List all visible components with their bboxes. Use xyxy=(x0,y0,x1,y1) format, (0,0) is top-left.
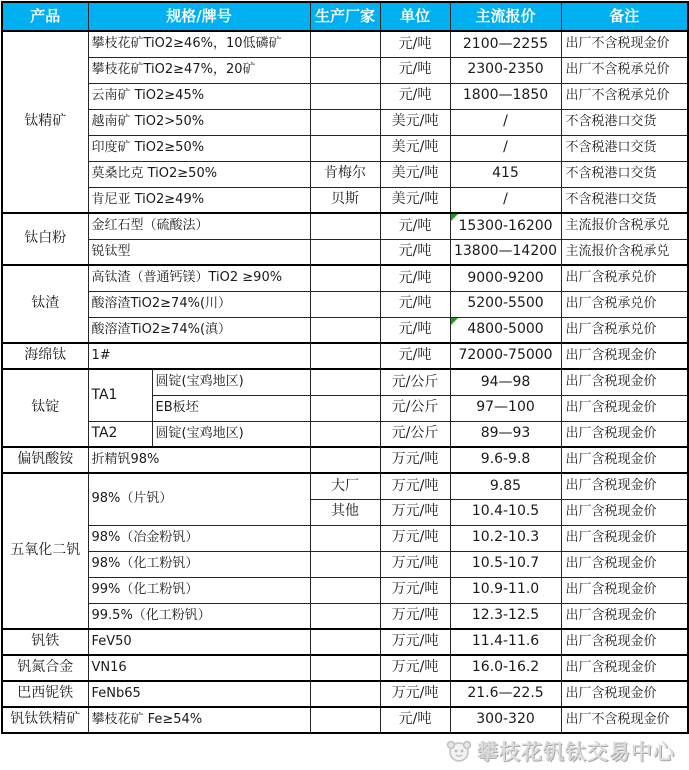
note-cell: 出厂含税现金价 xyxy=(561,343,688,369)
unit-cell: 元/吨 xyxy=(380,213,450,239)
spec-cell: 98%（冶金粉钒） xyxy=(88,525,310,551)
unit-cell: 元/公斤 xyxy=(380,395,450,421)
price-cell: 4800-5000 xyxy=(450,317,561,343)
spec-cell: 98%（化工粉钒） xyxy=(88,551,310,577)
product-cell: 钛渣 xyxy=(2,265,88,343)
spec-cell: 攀枝花矿TiO2≥47%，20矿 xyxy=(88,57,310,83)
price-cell: 16.0-16.2 xyxy=(450,655,561,681)
spec-cell: 98%（片钒） xyxy=(88,473,310,525)
price-table-body xyxy=(2,31,688,733)
spec-grade-cell: TA1 xyxy=(88,369,152,421)
unit-cell: 元/吨 xyxy=(380,343,450,369)
note-cell: 出厂含税现金价 xyxy=(561,369,688,395)
table-row xyxy=(2,343,688,369)
maker-cell xyxy=(310,109,380,135)
price-cell: 2100—2255 xyxy=(450,31,561,57)
maker-cell xyxy=(310,343,380,369)
unit-cell: 万元/吨 xyxy=(380,473,450,499)
product-cell: 钒铁 xyxy=(2,629,88,655)
spec-sub-cell: 圆锭(宝鸡地区) xyxy=(152,369,310,395)
table-row xyxy=(2,57,688,83)
unit-cell: 万元/吨 xyxy=(380,499,450,525)
table-row xyxy=(2,681,688,707)
table-row xyxy=(2,655,688,681)
note-cell: 出厂不含税现金价 xyxy=(561,31,688,57)
brand-text: 攀枝花钒钛交易中心 xyxy=(477,740,675,764)
table-row xyxy=(2,291,688,317)
price-cell: 9000-9200 xyxy=(450,265,561,291)
product-cell: 海绵钛 xyxy=(2,343,88,369)
header-maker: 生产厂家 xyxy=(310,2,380,31)
unit-cell: 元/公斤 xyxy=(380,369,450,395)
table-row xyxy=(2,525,688,551)
price-cell: / xyxy=(450,135,561,161)
maker-cell: 贝斯 xyxy=(310,187,380,213)
note-cell: 出厂含税现金价 xyxy=(561,395,688,421)
spec-cell: 莫桑比克 TiO2≥50% xyxy=(88,161,310,187)
price-cell: 10.4-10.5 xyxy=(450,499,561,525)
unit-cell: 美元/吨 xyxy=(380,187,450,213)
brand-logo-icon xyxy=(444,738,472,764)
maker-cell xyxy=(310,525,380,551)
product-cell: 偏钒酸铵 xyxy=(2,447,88,473)
note-cell: 不含税港口交货 xyxy=(561,135,688,161)
unit-cell: 元/吨 xyxy=(380,239,450,265)
maker-cell xyxy=(310,369,380,395)
price-cell: 12.3-12.5 xyxy=(450,603,561,629)
note-cell: 出厂不含税现金价 xyxy=(561,707,688,733)
maker-cell xyxy=(310,603,380,629)
unit-cell: 元/吨 xyxy=(380,291,450,317)
maker-cell xyxy=(310,629,380,655)
spec-cell: 攀枝花矿 Fe≥54% xyxy=(88,707,310,733)
unit-cell: 元/吨 xyxy=(380,57,450,83)
spec-cell: 99.5%（化工粉钒） xyxy=(88,603,310,629)
spec-cell: 金红石型（硫酸法） xyxy=(88,213,310,239)
unit-cell: 元/吨 xyxy=(380,265,450,291)
maker-cell: 肯梅尔 xyxy=(310,161,380,187)
price-cell: 10.5-10.7 xyxy=(450,551,561,577)
note-cell: 出厂含税现金价 xyxy=(561,499,688,525)
note-cell: 出厂不含税承兑价 xyxy=(561,57,688,83)
price-cell: 13800—14200 xyxy=(450,239,561,265)
product-cell: 钛精矿 xyxy=(2,31,88,213)
maker-cell xyxy=(310,551,380,577)
note-cell: 不含税港口交货 xyxy=(561,109,688,135)
table-row xyxy=(2,629,688,655)
table-row xyxy=(2,83,688,109)
header-product: 产品 xyxy=(2,2,88,31)
table-row xyxy=(2,447,688,473)
maker-cell xyxy=(310,57,380,83)
maker-cell xyxy=(310,213,380,239)
spec-cell: 酸溶渣TiO2≥74%(滇） xyxy=(88,317,310,343)
table-row xyxy=(2,473,688,499)
price-cell: 72000-75000 xyxy=(450,343,561,369)
product-cell: 钒钛铁精矿 xyxy=(2,707,88,733)
maker-cell xyxy=(310,31,380,57)
product-cell: 巴西铌铁 xyxy=(2,681,88,707)
maker-cell xyxy=(310,395,380,421)
watermark xyxy=(444,736,675,766)
header-unit: 单位 xyxy=(380,2,450,31)
table-row xyxy=(2,135,688,161)
price-cell: 5200-5500 xyxy=(450,291,561,317)
note-cell: 出厂含税现金价 xyxy=(561,629,688,655)
table-row xyxy=(2,577,688,603)
note-cell: 出厂含税承兑价 xyxy=(561,317,688,343)
table-row xyxy=(2,161,688,187)
price-cell: / xyxy=(450,187,561,213)
price-cell: 9.6-9.8 xyxy=(450,447,561,473)
unit-cell: 美元/吨 xyxy=(380,161,450,187)
product-cell: 五氧化二钒 xyxy=(2,473,88,629)
price-cell: 10.9-11.0 xyxy=(450,577,561,603)
maker-cell xyxy=(310,421,380,447)
unit-cell: 元/吨 xyxy=(380,707,450,733)
maker-cell xyxy=(310,317,380,343)
maker-cell xyxy=(310,265,380,291)
note-cell: 出厂含税现金价 xyxy=(561,473,688,499)
maker-cell xyxy=(310,239,380,265)
table-row xyxy=(2,551,688,577)
product-cell: 钒氮合金 xyxy=(2,655,88,681)
header-note: 备注 xyxy=(561,2,688,31)
spec-cell: FeV50 xyxy=(88,629,310,655)
table-row xyxy=(2,369,688,395)
price-cell: 89—93 xyxy=(450,421,561,447)
unit-cell: 元/吨 xyxy=(380,317,450,343)
note-cell: 主流报价含税承兑 xyxy=(561,213,688,239)
note-cell: 出厂含税承兑价 xyxy=(561,265,688,291)
unit-cell: 万元/吨 xyxy=(380,577,450,603)
unit-cell: 美元/吨 xyxy=(380,109,450,135)
price-cell: 10.2-10.3 xyxy=(450,525,561,551)
note-cell: 不含税港口交货 xyxy=(561,187,688,213)
spec-cell: 肯尼亚 TiO2≥49% xyxy=(88,187,310,213)
unit-cell: 美元/吨 xyxy=(380,135,450,161)
price-cell: 300-320 xyxy=(450,707,561,733)
unit-cell: 万元/吨 xyxy=(380,629,450,655)
table-row xyxy=(2,421,688,447)
spec-cell: 1# xyxy=(88,343,310,369)
spec-cell: VN16 xyxy=(88,655,310,681)
table-row xyxy=(2,31,688,57)
note-cell: 不含税港口交货 xyxy=(561,161,688,187)
product-cell: 钛锭 xyxy=(2,369,88,447)
table-row xyxy=(2,213,688,239)
price-cell: 94—98 xyxy=(450,369,561,395)
note-cell: 出厂含税现金价 xyxy=(561,655,688,681)
maker-cell xyxy=(310,707,380,733)
table-row xyxy=(2,187,688,213)
table-row xyxy=(2,317,688,343)
product-cell: 钛白粉 xyxy=(2,213,88,265)
table-row xyxy=(2,239,688,265)
unit-cell: 万元/吨 xyxy=(380,447,450,473)
price-cell: 21.6—22.5 xyxy=(450,681,561,707)
price-cell: 2300-2350 xyxy=(450,57,561,83)
maker-cell xyxy=(310,447,380,473)
unit-cell: 万元/吨 xyxy=(380,603,450,629)
note-cell: 出厂含税现金价 xyxy=(561,603,688,629)
maker-cell xyxy=(310,655,380,681)
maker-cell: 大厂 xyxy=(310,473,380,499)
table-row xyxy=(2,265,688,291)
spec-cell: 酸溶渣TiO2≥74%(川） xyxy=(88,291,310,317)
note-cell: 出厂含税现金价 xyxy=(561,525,688,551)
spec-cell: 99%（化工粉钒） xyxy=(88,577,310,603)
unit-cell: 元/公斤 xyxy=(380,421,450,447)
price-cell: 15300-16200 xyxy=(450,213,561,239)
spec-grade-cell: TA2 xyxy=(88,421,152,447)
note-cell: 出厂含税现金价 xyxy=(561,681,688,707)
maker-cell: 其他 xyxy=(310,499,380,525)
header-row xyxy=(2,2,688,31)
spec-cell: FeNb65 xyxy=(88,681,310,707)
table-row xyxy=(2,707,688,733)
price-cell: 415 xyxy=(450,161,561,187)
spec-sub-cell: EB板坯 xyxy=(152,395,310,421)
price-cell: 11.4-11.6 xyxy=(450,629,561,655)
price-table xyxy=(1,1,689,734)
price-cell: 1800—1850 xyxy=(450,83,561,109)
maker-cell xyxy=(310,83,380,109)
table-row xyxy=(2,603,688,629)
note-cell: 出厂含税现金价 xyxy=(561,447,688,473)
maker-cell xyxy=(310,577,380,603)
header-price: 主流报价 xyxy=(450,2,561,31)
spec-cell: 折精钒98% xyxy=(88,447,310,473)
spec-cell: 攀枝花矿TiO2≥46%，10低磷矿 xyxy=(88,31,310,57)
note-cell: 出厂含税现金价 xyxy=(561,577,688,603)
spec-cell: 云南矿 TiO2≥45% xyxy=(88,83,310,109)
price-cell: 97—100 xyxy=(450,395,561,421)
maker-cell xyxy=(310,135,380,161)
price-cell: / xyxy=(450,109,561,135)
spec-cell: 高钛渣（普通钙镁）TiO2 ≥90% xyxy=(88,265,310,291)
unit-cell: 万元/吨 xyxy=(380,525,450,551)
spec-cell: 越南矿 TiO2>50% xyxy=(88,109,310,135)
price-cell: 9.85 xyxy=(450,473,561,499)
unit-cell: 万元/吨 xyxy=(380,655,450,681)
maker-cell xyxy=(310,291,380,317)
unit-cell: 万元/吨 xyxy=(380,551,450,577)
table-row xyxy=(2,109,688,135)
unit-cell: 万元/吨 xyxy=(380,681,450,707)
note-cell: 主流报价含税承兑 xyxy=(561,239,688,265)
note-cell: 出厂不含税承兑价 xyxy=(561,83,688,109)
maker-cell xyxy=(310,681,380,707)
spec-sub-cell: 圆锭(宝鸡地区) xyxy=(152,421,310,447)
spec-cell: 锐钛型 xyxy=(88,239,310,265)
unit-cell: 元/吨 xyxy=(380,31,450,57)
unit-cell: 元/吨 xyxy=(380,83,450,109)
note-cell: 出厂含税承兑价 xyxy=(561,291,688,317)
header-spec: 规格/牌号 xyxy=(88,2,310,31)
note-cell: 出厂含税现金价 xyxy=(561,421,688,447)
spec-cell: 印度矿 TiO2≥50% xyxy=(88,135,310,161)
note-cell: 出厂含税现金价 xyxy=(561,551,688,577)
